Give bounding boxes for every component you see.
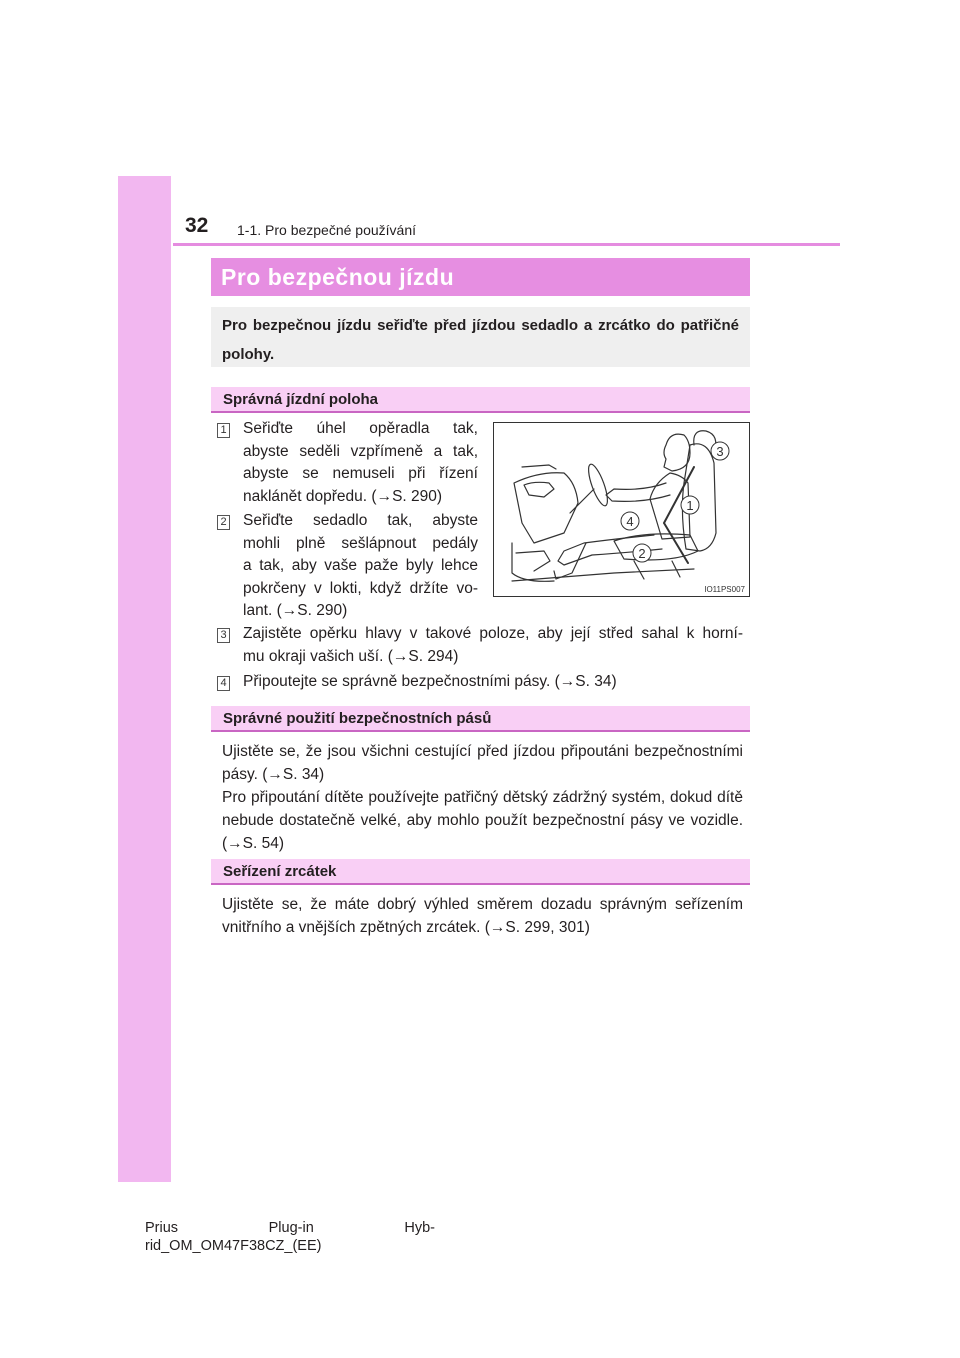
list-item-2: Seřiďte sedadlo tak, abyste mohli plně sešlápnout pedály a tak, aby vaše paže byly lehce pokrčeny v lokti, když držíte vo- lant. (→S. 290): [243, 512, 478, 619]
header-divider: [173, 243, 840, 246]
driver-seat-diagram: [494, 423, 749, 596]
callout-2: 2: [638, 546, 646, 561]
callout-1: 1: [686, 498, 694, 513]
item-number-2: 2: [217, 515, 230, 530]
page-number: 32: [185, 214, 209, 237]
page-title: Pro bezpečnou jízdu: [211, 258, 750, 296]
section-heading-mirror-adjustment: Seřízení zrcátek: [211, 859, 750, 885]
section-heading-driving-posture: Správná jízdní poloha: [211, 387, 750, 413]
item-number-3: 3: [217, 628, 230, 643]
callout-4: 4: [626, 514, 634, 529]
chapter-sidebar-tab: [118, 176, 171, 1182]
list-item-1: Seřiďte úhel opěradla tak, abyste seděli vzpřímeně a tak, abyste se nemuseli při řízení naklánět dopředu. (→S. 290): [243, 420, 478, 505]
intro-box: Pro bezpečnou jízdu seřiďte před jízdou sedadlo a zrcátko do patřičné polohy.: [211, 307, 750, 367]
seating-position-illustration: [493, 422, 750, 597]
mirror-paragraph: Ujistěte se, že máte dobrý výhled směrem dozadu správným seřízením vnitřního a vnějších zpětných zrcátek. (→S. 299, 301): [222, 896, 743, 936]
item-number-1: 1: [217, 423, 230, 438]
section-heading-seatbelt-use: Správné použití bezpečnostních pásů: [211, 706, 750, 732]
callout-3: 3: [716, 444, 724, 459]
list-item-4: Připoutejte se správně bezpečnostními pásy. (→S. 34): [243, 673, 617, 690]
list-item-3: Zajistěte opěrku hlavy v takové poloze, aby její střed sahal k horní- mu okraji vašich uší. (→S. 294): [243, 625, 743, 665]
seatbelt-paragraph: Ujistěte se, že jsou všichni cestující před jízdou připoutáni bezpečnostními pásy. (→S. 34) Pro připoutání dítěte používejte patřičný dětský zádržný systém, dokud dítě nebude dostatečně velké, aby mohlo použít bezpečnostní pásy ve vozidle. (→S. 54): [222, 743, 743, 852]
footer-doc-id: Prius Plug-in Hyb- rid_OM_OM47F38CZ_(EE): [145, 1220, 435, 1254]
section-breadcrumb: 1-1. Pro bezpečné používání: [237, 222, 417, 238]
item-number-4: 4: [217, 676, 230, 691]
figure-id: IO11PS007: [704, 585, 745, 594]
